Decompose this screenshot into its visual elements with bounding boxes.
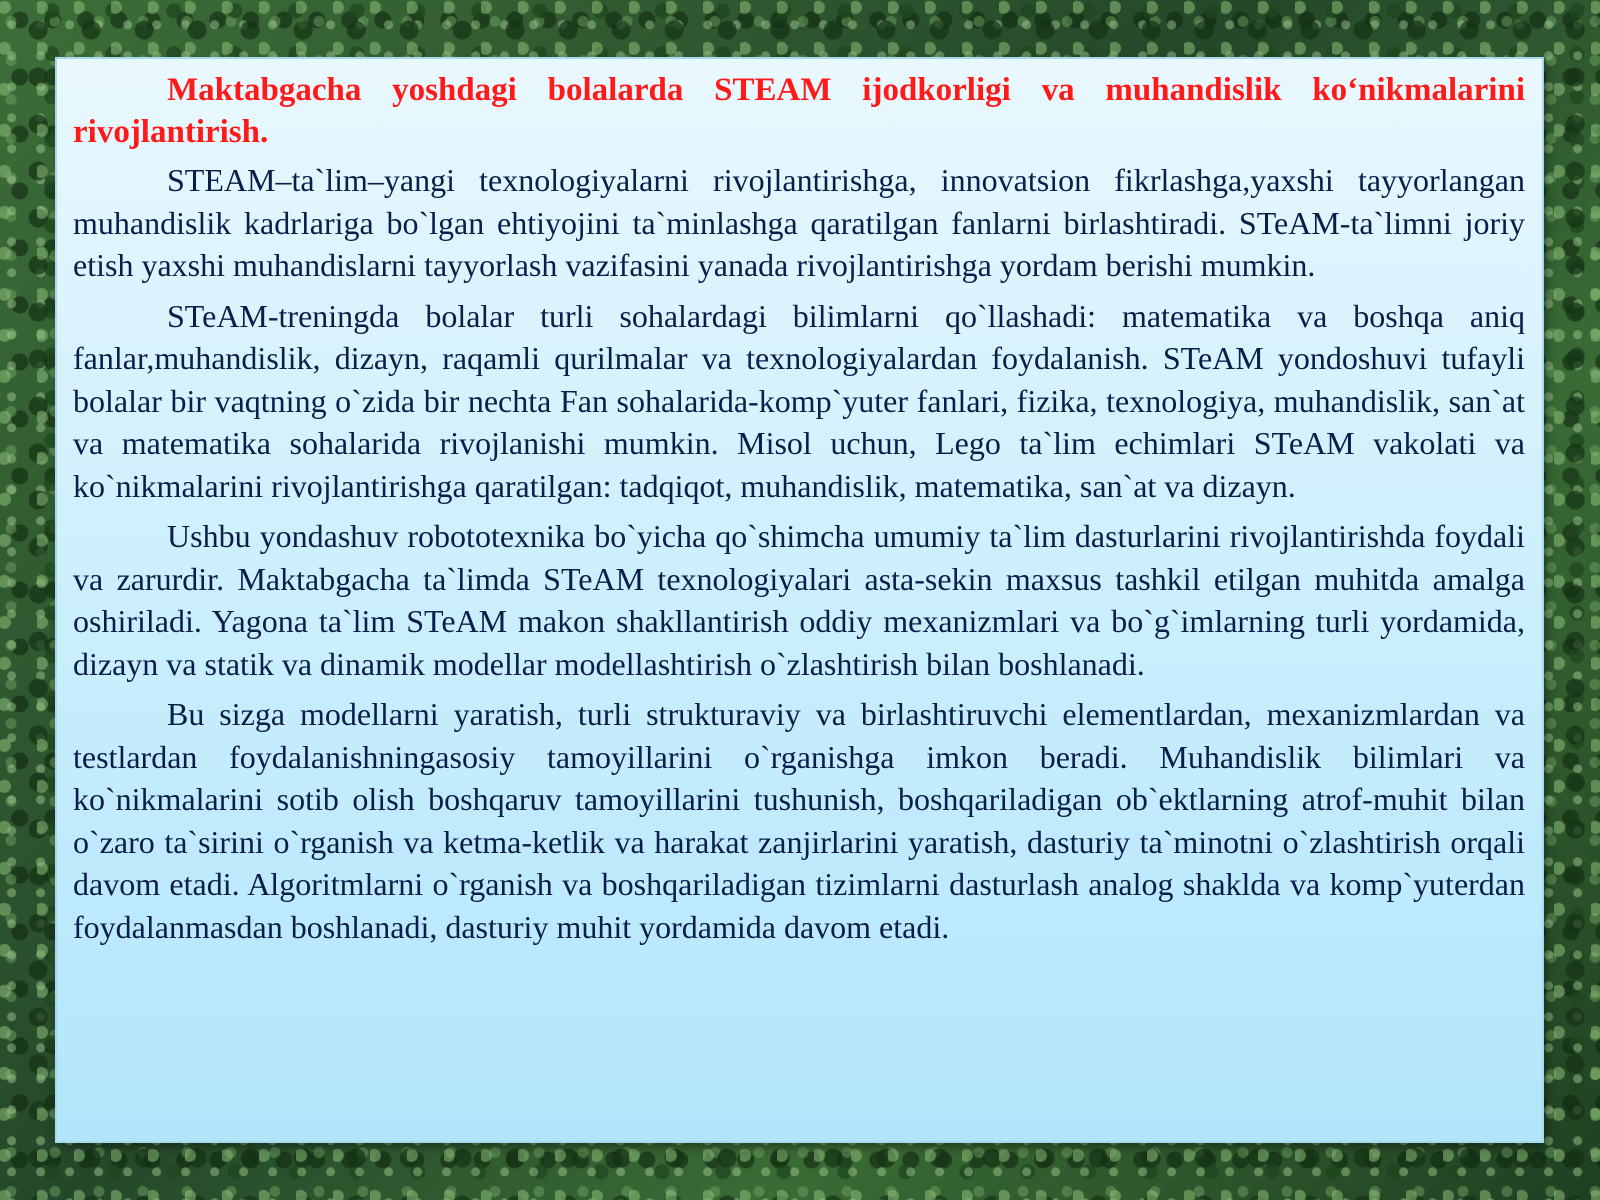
paragraph-3: Ushbu yondashuv robototexnika bo`yicha qo`shimcha umumiy ta`lim dasturlarini rivojlantirishda foydali va zarurdir. Maktabgacha ta`limda STeAM texnologiyalari asta-sekin maxsus tashkil etilgan muhitda amalga oshiriladi. Yagona ta`lim STeAM makon shakllantirish oddiy mexanizmlari va bo`g`imlarning turli yordamida, dizayn va statik va dinamik modellar modellashtirish o`zlashtirish bilan boshlanadi. <box>73 518 1525 682</box>
paragraph-1: STEAM–ta`lim–yangi texnologiyalarni rivojlantirishga, innovatsion fikrlashga,yaxshi tayyorlangan muhandislik kadrlariga bo`lgan ehtiyojini ta`minlashga qaratilgan fanlarni birlashtiradi. STeAM-ta`limni joriy etish yaxshi muhandislarni tayyorlash vazifasini yanada rivojlantirishga yordam berishi mumkin. <box>73 162 1525 283</box>
slide-heading: Maktabgacha yoshdagi bolalarda STEAM ijodkorligi va muhandislik ko‘nikmalarini rivojlantirish. <box>73 72 1525 150</box>
paragraph-4: Bu sizga modellarni yaratish, turli strukturaviy va birlashtiruvchi elementlardan, mexanizmlardan va testlardan foydalanishningasosiy tamoyillarini o`rganishga imkon beradi. Muhandislik bilimlari va ko`nikmalarini sotib olish boshqaruv tamoyillarini tushunish, boshqariladigan ob`ektlarning atrof-muhit bilan o`zaro ta`sirini o`rganish va ketma-ketlik va harakat zanjirlarini yaratish, dasturiy ta`minotni o`zlashtirish orqali davom etadi. Algoritmlarni o`rganish va boshqariladigan tizimlarni dasturlash analog shaklda va komp`yuterdan foydalanmasdan boshlanadi, dasturiy muhit yordamida davom etadi. <box>73 696 1525 945</box>
paragraph-2: STeAM-treningda bolalar turli sohalardagi bilimlarni qo`llashadi: matematika va boshqa aniq fanlar,muhandislik, dizayn, raqamli qurilmalar va texnologiyalardan foydalanish. STeAM yondoshuvi tufayli bolalar bir vaqtning o`zida bir nechta Fan sohalarida-komp`yuter fanlari, fizika, texnologiya, muhandislik, san`at va matematika sohalarida rivojlanishi mumkin. Misol uchun, Lego ta`lim echimlari STeAM vakolati va ko`nikmalarini rivojlantirishga qaratilgan: tadqiqot, muhandislik, matematika, san`at va dizayn. <box>73 297 1525 504</box>
slide-content-panel <box>57 59 1542 1141</box>
